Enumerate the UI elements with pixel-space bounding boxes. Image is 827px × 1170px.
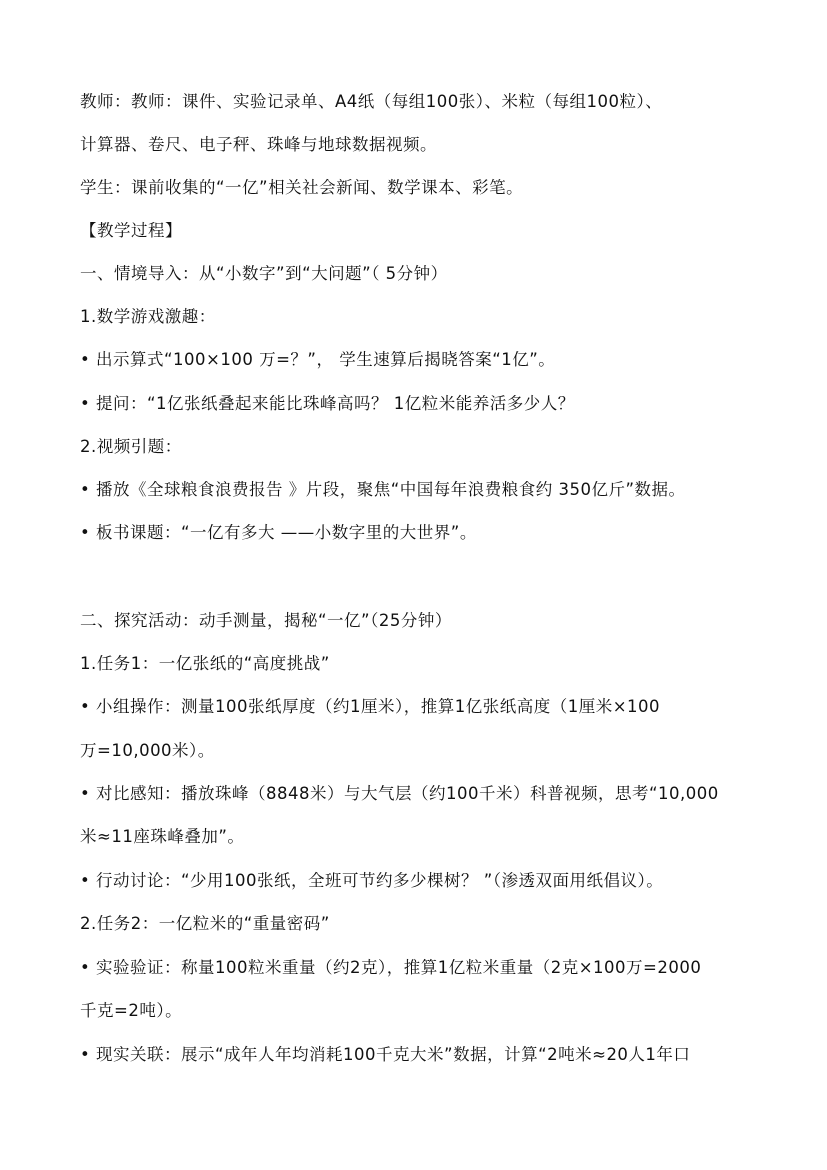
text-line: 1.数学游戏激趣： — [80, 307, 216, 326]
list-item: • 出示算式“100×100 万=？”， 学生速算后揭晓答案“1亿”。 — [80, 350, 556, 369]
text-line: 学生：课前收集的“一亿”相关社会新闻、数学课本、彩笔。 — [80, 178, 524, 197]
text-line: 万=10,000米）。 — [80, 741, 215, 760]
list-item: • 板书课题：“一亿有多大 ——小数字里的大世界”。 — [80, 523, 477, 542]
list-item: • 小组操作：测量100张纸厚度（约1厘米），推算1亿张纸高度（1厘米×100 — [80, 697, 661, 716]
list-item: • 现实关联：展示“成年人年均消耗100千克大米”数据，计算“2吨米≈20人1年口 — [80, 1045, 691, 1064]
text-line: 米≈11座珠峰叠加”。 — [80, 827, 245, 846]
text-line: 1.任务1：一亿张纸的“高度挑战” — [80, 654, 330, 673]
text-line: 教师：教师：课件、实验记录单、A4纸（每组100张）、米粒（每组100粒）、 — [80, 92, 663, 111]
list-item: • 播放《全球粮食浪费报告 》片段，聚焦“中国每年浪费粮食约 350亿斤”数据。 — [80, 480, 686, 499]
list-item: • 行动讨论：“少用100张纸，全班可节约多少棵树？ ”（渗透双面用纸倡议）。 — [80, 871, 664, 890]
text-line: 2.任务2：一亿粒米的“重量密码” — [80, 914, 330, 933]
text-line: 计算器、卷尺、电子秤、珠峰与地球数据视频。 — [80, 135, 437, 154]
list-item: • 实验验证：称量100粒米重量（约2克），推算1亿粒米重量（2克×100万=2000 — [80, 958, 702, 977]
section-heading: 【教学过程】 — [80, 221, 182, 240]
section-heading: 一、情境导入：从“小数字”到“大问题”（ 5分钟） — [80, 264, 448, 283]
list-item: • 提问：“1亿张纸叠起来能比珠峰高吗？ 1亿粒米能养活多少人？ — [80, 394, 575, 413]
text-line: 2.视频引题： — [80, 437, 182, 456]
text-line: 千克=2吨）。 — [80, 1001, 183, 1020]
section-heading: 二、探究活动：动手测量，揭秘“一亿”（25分钟） — [80, 611, 452, 630]
list-item: • 对比感知：播放珠峰（8848米）与大气层（约100千米）科普视频，思考“10,000 — [80, 784, 719, 803]
